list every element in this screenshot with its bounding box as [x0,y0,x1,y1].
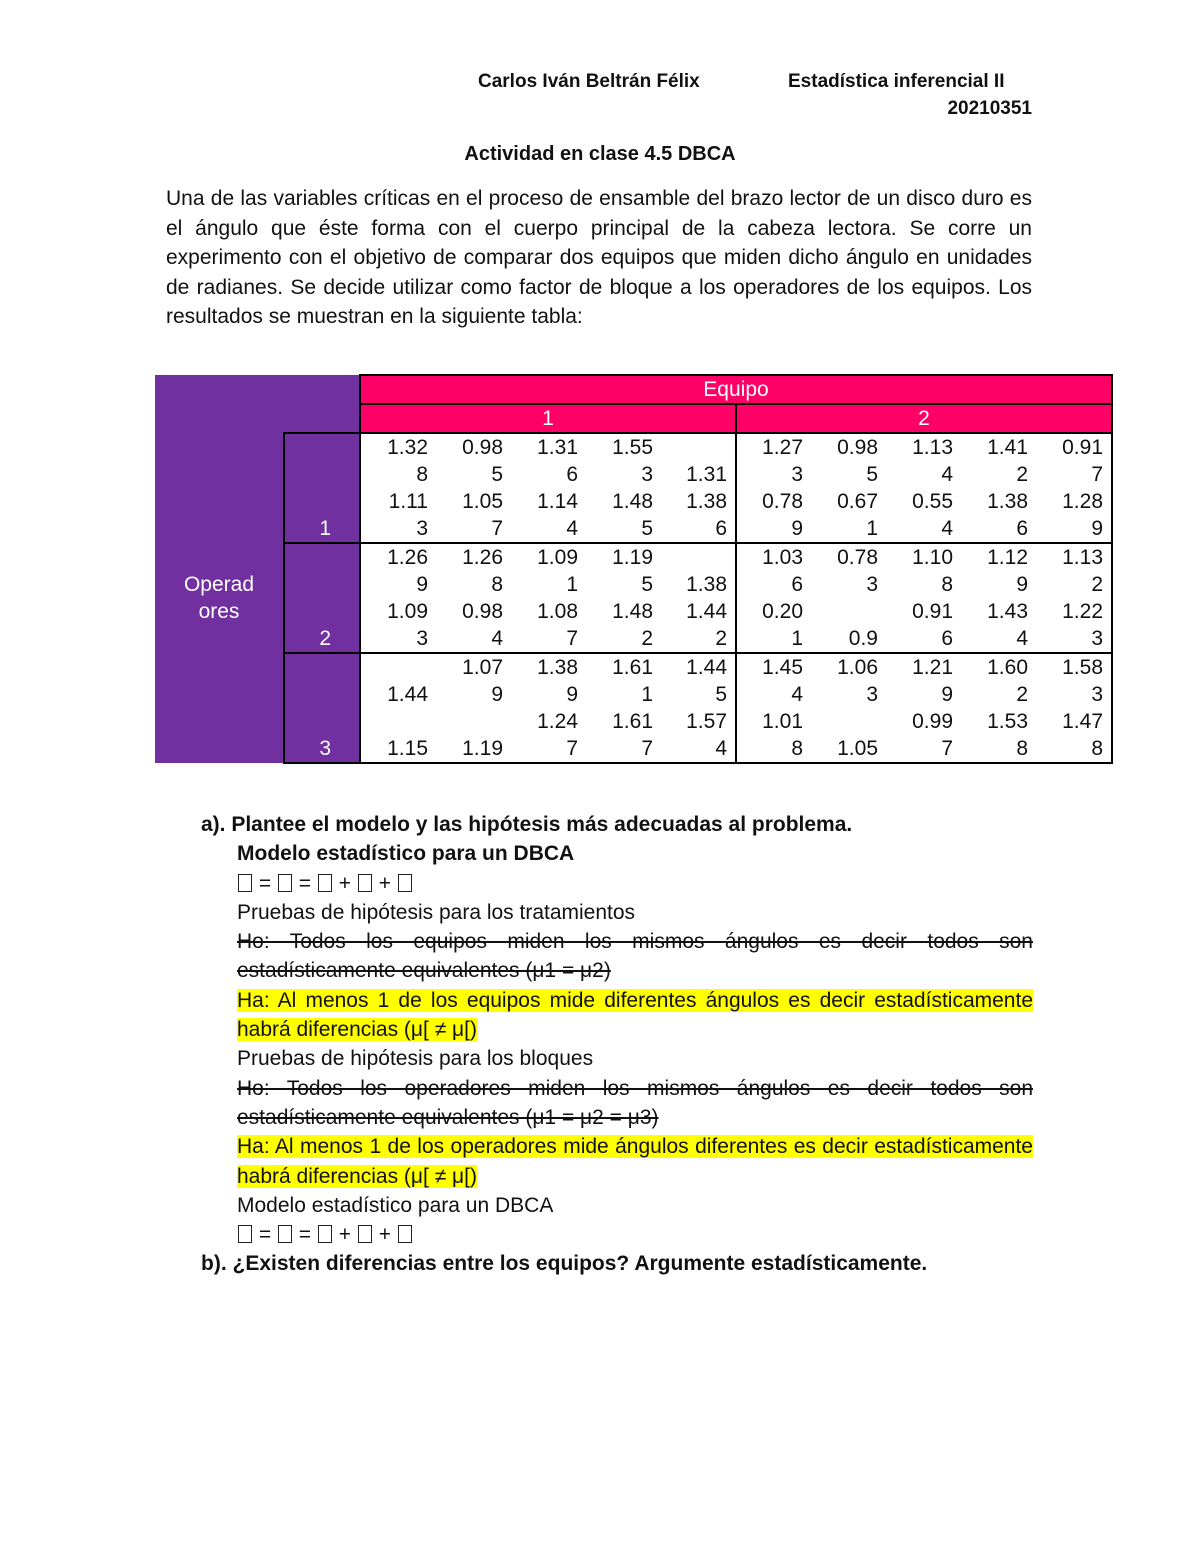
equipo-header-2: 2 [736,404,1112,433]
table-cell: 1.44 [360,681,436,708]
table-cell: 7 [886,735,961,763]
table-cell: 4 [961,625,1036,653]
table-cell [436,708,511,735]
table-cell: 1.44 [661,653,736,681]
table-cell: 6 [961,515,1036,543]
table-cell: 0.99 [912,710,953,733]
table-cell: 1.41 [961,433,1036,461]
table-cell: 4 [661,735,736,763]
table-cell: 1.01 [762,710,803,733]
table-cell: 8 [736,735,811,763]
table-cell: 9 [1036,515,1112,543]
table-cell: 0.67 [837,490,878,513]
table-cell: 6 [886,625,961,653]
table-cell: 6 [791,573,803,596]
table-cell: 5 [641,573,653,596]
table-cell: 1.27 [736,433,811,461]
table-cell: 1.32 [360,433,436,461]
table-cell: 1.08 [537,600,578,623]
table-cell: 1.31 [511,433,586,461]
table-cell [360,653,436,681]
table-cell: 1.43 [987,600,1028,623]
table-cell: 1.44 [661,598,736,625]
table-cell: 1.22 [1036,598,1112,625]
corner-cell [155,375,360,433]
table-cell: 8 [360,461,436,488]
table-cell: 1.45 [736,653,811,681]
table-cell: 1.15 [360,735,436,763]
table-row [155,653,1112,681]
table-cell: 0.78 [811,543,886,571]
table-cell: 0.91 [912,600,953,623]
missing-glyph-icon [358,874,372,892]
table-cell: 1.57 [661,708,736,735]
table-cell: 0.91 [1036,433,1112,461]
missing-glyph-icon [278,1225,292,1243]
table-cell: 1.38 [511,653,586,681]
table-cell: 7 [511,625,586,653]
table-cell: 1.19 [436,735,511,763]
table-cell: 0.55 [912,490,953,513]
missing-glyph-icon [398,874,412,892]
table-cell: 1.47 [1036,708,1112,735]
block-label: 1 [284,433,360,543]
table-row [155,433,1112,461]
table-cell: 2 [1016,683,1028,706]
equipo-header-1: 1 [360,404,736,433]
missing-glyph-icon [318,1225,332,1243]
table-cell: 1.05 [811,735,886,763]
table-cell: 1 [566,573,578,596]
trat-ha: Ha: Al menos 1 de los equipos mide diferentes ángulos es decir estadísticamente habrá diferencias (μ[ ≠ μ[) [237,988,1033,1042]
table-cell: 8 [1036,735,1112,763]
table-cell: 1.61 [586,653,661,681]
table-cell: 1.09 [511,543,586,571]
missing-glyph-icon [358,1225,372,1243]
missing-glyph-icon [398,1225,412,1243]
table-cell: 1.13 [886,433,961,461]
table-cell: 8 [961,735,1036,763]
table-cell: 6 [566,463,578,486]
table-cell: 2 [586,625,661,653]
missing-glyph-icon [318,874,332,892]
table-cell [811,708,886,735]
table-cell: 2 [661,625,736,653]
table-cell: 3 [866,683,878,706]
table-cell: 1.05 [462,490,503,513]
table-cell: 8 [941,573,953,596]
table-cell: 5 [491,463,503,486]
table-cell: 9 [736,515,811,543]
table-cell: 3 [866,573,878,596]
table-cell: 3 [360,625,436,653]
bloq-ho: Ho: Todos los operadores miden los mismos ángulos es decir todos son estadísticamente equivalentes (μ1 = μ2 = μ3) [237,1076,1033,1129]
trat-ho: Ho: Todos los equipos miden los mismos ángulos es decir todos son estadísticamente equivalentes (μ1 = μ2) [237,930,1033,983]
missing-glyph-icon [278,874,292,892]
table-cell: 5 [586,515,661,543]
table-cell: 8 [491,573,503,596]
table-cell: 1.38 [987,490,1028,513]
table-cell: 0.20 [762,600,803,623]
table-cell [661,543,736,571]
table-cell: 1 [641,683,653,706]
table-cell: 3 [1036,681,1112,708]
table-cell: 3 [791,463,803,486]
table-cell: 1.53 [987,710,1028,733]
table-cell: 1 [811,515,886,543]
intro-paragraph: Una de las variables críticas en el proceso de ensamble del brazo lector de un disco duro es el ángulo que éste forma con el cuerpo principal de la cabeza lectora. Se corre un experimento con el objetivo de comparar dos equipos que miden dicho ángulo en unidades de radianes. Se decide utilizar como factor de bloque a los operadores de los equipos. Los resultados se muestran en la siguiente tabla: [166,187,1032,328]
table-cell [811,598,886,625]
question-b: b). ¿Existen diferencias entre los equipos? Argumente estadísticamente. [201,1252,928,1276]
table-cell: 1.55 [586,433,661,461]
table-cell: 1.28 [1036,488,1112,515]
table-cell: 9 [1016,573,1028,596]
trat-title: Pruebas de hipótesis para los tratamientos [237,900,636,924]
block-factor-label-line2: ores [198,600,240,623]
table-cell: 0.98 [436,433,511,461]
table-cell: 0.9 [811,625,886,653]
table-cell: 2 [1036,571,1112,598]
table-cell: 1.12 [961,543,1036,571]
block-factor-label [155,433,284,763]
table-cell: 4 [436,625,511,653]
table-cell: 1 [736,625,811,653]
table-cell [360,708,436,735]
table-cell: 1.26 [360,543,436,571]
table-cell: 3 [1036,625,1112,653]
table-cell: 1.13 [1036,543,1112,571]
missing-glyph-icon [238,1225,252,1243]
table-cell: 1.06 [811,653,886,681]
table-cell: 1.09 [360,598,436,625]
table-cell: 1.11 [360,488,436,515]
questions-section [201,810,1033,1279]
table-cell: 1.24 [537,710,578,733]
table-cell: 0.98 [462,600,503,623]
table-cell: 1.58 [1036,653,1112,681]
model-equation-2: = = + + [237,1220,1033,1249]
table-cell: 1.31 [661,461,736,488]
question-a: a). Plantee el modelo y las hipótesis más adecuadas al problema. [201,813,853,836]
table-cell: 1.48 [612,490,653,513]
missing-glyph-icon [238,874,252,892]
table-cell: 1.21 [886,653,961,681]
model-equation: = = + + [237,869,1033,898]
table-cell: 1.10 [886,543,961,571]
page-title: Actividad en clase 4.5 DBCA [464,143,736,165]
table-cell: 7 [511,735,586,763]
table-cell: 6 [661,515,736,543]
table-cell: 1.07 [436,653,511,681]
table-cell: 1.03 [736,543,811,571]
modelo2-title: Modelo estadístico para un DBCA [237,1193,554,1217]
modelo-title: Modelo estadístico para un DBCA [237,842,575,866]
table-cell: 1.60 [961,653,1036,681]
table-cell: 1.26 [436,543,511,571]
table-cell: 9 [491,683,503,706]
student-id: 20210351 [947,98,1032,119]
table-cell: 1.38 [661,488,736,515]
table-cell: 7 [436,515,511,543]
factor-header: Equipo [360,375,1112,404]
table-cell: 1.61 [612,710,653,733]
table-cell: 0.78 [762,490,803,513]
table-cell: 9 [360,571,436,598]
author-name: Carlos Iván Beltrán Félix [478,71,700,92]
table-cell: 0.98 [811,433,886,461]
table-cell: 2 [1016,463,1028,486]
data-table [155,374,1113,764]
table-cell: 1.48 [612,600,653,623]
table-cell: 5 [866,463,878,486]
table-cell [661,433,736,461]
course-name: Estadística inferencial II [788,71,1005,92]
table-cell: 4 [791,683,803,706]
table-cell: 1.19 [586,543,661,571]
block-label: 3 [284,653,360,763]
block-factor-label-line1: Operad [183,573,255,596]
table-cell: 9 [941,683,953,706]
table-cell: 3 [641,463,653,486]
table-cell: 4 [886,515,961,543]
table-cell: 7 [586,735,661,763]
table-cell: 1.38 [661,571,736,598]
table-cell: 4 [511,515,586,543]
bloq-ha: Ha: Al menos 1 de los operadores mide ángulos diferentes es decir estadísticamente habrá diferencias (μ[ ≠ μ[) [237,1135,1033,1188]
table-row [155,543,1112,571]
table-cell: 5 [661,681,736,708]
table-cell: 7 [1036,461,1112,488]
table-cell: 3 [360,515,436,543]
bloq-title: Pruebas de hipótesis para los bloques [237,1047,594,1071]
table-cell: 9 [566,683,578,706]
table-cell: 4 [941,463,953,486]
table-cell: 1.14 [537,490,578,513]
block-label: 2 [284,543,360,653]
